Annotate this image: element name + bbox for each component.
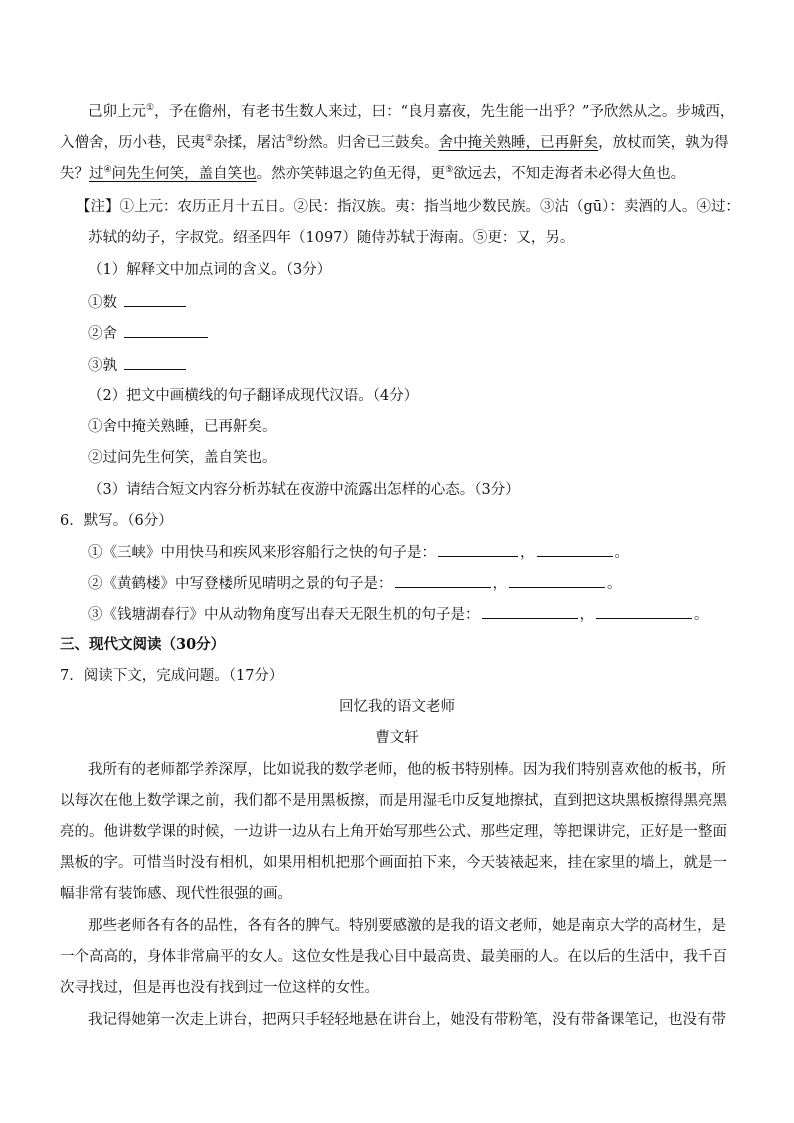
note-line-2: 苏轼的幼子，字叔党。绍圣四年（1097）随侍苏轼于海南。⑤更：又，另。 <box>88 230 575 246</box>
passage-line-1: 己卯上元①，予在儋州，有老书生数人来过，曰：“良月嘉夜，先生能一出乎？”予欣然从之。步城西， <box>88 103 735 120</box>
underlined-sentence-2: 过④问先生何笑，盖自笑也 <box>89 165 257 182</box>
underlined-sentence-1: 舍中掩关熟睡，已再鼾矣 <box>438 135 599 151</box>
question-6-item-a: ①《三峡》中用快马和疾风来形容船行之快的句子是： ， 。 <box>88 542 768 563</box>
answer-blank[interactable] <box>537 542 613 557</box>
answer-blank[interactable] <box>124 355 186 370</box>
article-author: 曹文轩 <box>375 730 419 746</box>
question-1-item-b: ②舍 <box>88 323 768 344</box>
article-paragraph-1-line-2: 以每次在他上数学课之前，我们都不是用黑板擦，而是用湿毛巾反复地擦拭，直到把这块黑板擦得黑亮黑 <box>60 793 727 809</box>
answer-blank[interactable] <box>509 573 605 588</box>
article-paragraph-2-line-1: 那些老师各有各的品性，各有各的脾气。特别要感激的是我的语文老师，她是南京大学的高材生，是 <box>88 918 726 934</box>
section-heading: 三、现代文阅读（30分） <box>60 636 226 653</box>
question-1-item-a: ①数 <box>88 292 768 313</box>
question-3-title: （3）请结合短文内容分析苏轼在夜游中流露出怎样的心态。（3分） <box>88 482 520 498</box>
question-6-item-b: ②《黄鹤楼》中写登楼所见晴明之景的句子是： ， 。 <box>88 573 768 594</box>
question-6-item-c: ③《钱塘湖春行》中从动物角度写出春天无限生机的句子是： ， 。 <box>88 604 768 625</box>
article-paragraph-1-line-4: 黑板的字。可惜当时没有相机，如果用相机把那个画面拍下来，今天装裱起来，挂在家里的墙上，就是一 <box>60 855 727 871</box>
article-title: 回忆我的语文老师 <box>339 699 455 715</box>
question-1-title: （1）解释文中加点词的含义。（3分） <box>88 262 332 278</box>
article-paragraph-1-line-5: 幅非常有装饰感、现代性很强的画。 <box>60 886 292 902</box>
passage-line-3: 失？过④问先生何笑，盖自笑也。然亦笑韩退之钓鱼无得，更⑤欲远去，不知走海者未必得大鱼也。 <box>60 165 686 182</box>
answer-blank[interactable] <box>596 604 692 619</box>
answer-blank[interactable] <box>438 542 518 557</box>
question-2-item-b: ②过问先生何笑，盖自笑也。 <box>88 450 277 466</box>
article-paragraph-1-line-1: 我所有的老师都学养深厚，比如说我的数学老师，他的板书特别棒。因为我们特别喜欢他的板书，所 <box>88 762 726 778</box>
question-2-title: （2）把文中画横线的句子翻译成现代汉语。（4分） <box>88 388 419 404</box>
answer-blank[interactable] <box>482 604 578 619</box>
question-6-title: 6．默写。（6分） <box>60 513 173 529</box>
article-paragraph-2-line-3: 次寻找过，但是再也没有找到过一位这样的女性。 <box>60 980 379 996</box>
article-paragraph-2-line-2: 一个高高的，身体非常扁平的女人。这位女性是我心目中最高贵、最美丽的人。在以后的生活中，我千百 <box>60 949 727 965</box>
article-paragraph-3-line-1: 我记得她第一次走上讲台，把两只手轻轻地悬在讲台上，她没有带粉笔，没有带备课笔记，也没有带 <box>88 1012 726 1028</box>
passage-line-2: 入僧舍，历小巷，民夷②杂揉，屠沽③纷然。归舍已三鼓矣。舍中掩关熟睡，已再鼾矣，放杖而笑，孰为得 <box>60 134 729 151</box>
question-1-item-c: ③孰 <box>88 355 768 376</box>
answer-blank[interactable] <box>124 323 208 338</box>
answer-blank[interactable] <box>124 292 186 307</box>
question-2-item-a: ①舍中掩关熟睡，已再鼾矣。 <box>88 419 277 435</box>
question-7-title: 7．阅读下文，完成问题。（17分） <box>60 668 284 684</box>
answer-blank[interactable] <box>395 573 491 588</box>
article-paragraph-1-line-3: 亮的。他讲数学课的时候，一边讲一边从右上角开始写那些公式、那些定理，等把课讲完，正好是一整面 <box>60 824 727 840</box>
note-line-1: 【注】①上元：农历正月十五日。②民：指汉族。夷：指当地少数民族。③沽（gū）：卖酒的人。④过： <box>76 199 740 215</box>
